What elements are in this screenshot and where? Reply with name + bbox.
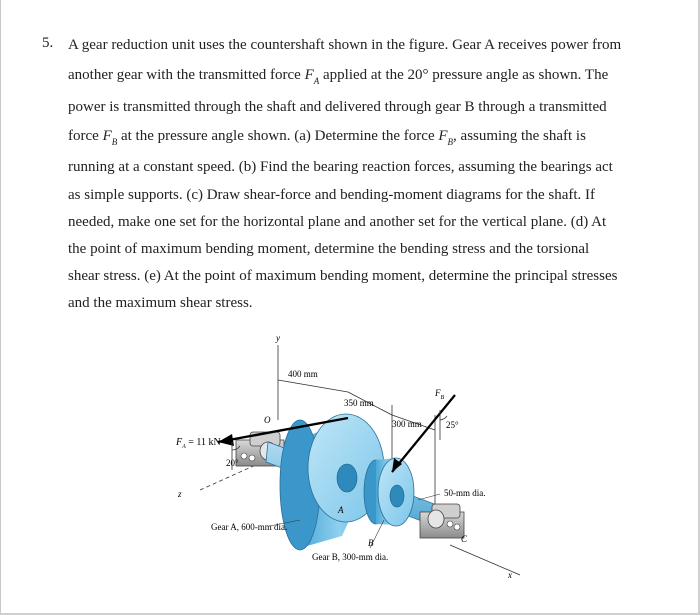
gear-b (364, 458, 414, 526)
point-b-label: B (368, 538, 374, 548)
problem-line-8: the point of maximum bending moment, determine the bending stress and the torsional (68, 241, 590, 257)
problem-line-5: running at a constant speed. (b) Find the bearing reaction forces, assuming the bearings act (68, 159, 613, 175)
dimension-line-400 (278, 380, 348, 392)
angle-20-label: 20° (226, 458, 239, 468)
dimension-300-label: 300 mm (392, 419, 422, 429)
leader-shaft (418, 494, 440, 500)
problem-line-2: another gear with the transmitted force $F_A$ applied at the 20° pressure angle as shown. The (68, 67, 609, 86)
problem-line-1: A gear reduction unit uses the countershaft shown in the figure. Gear A receives power from (68, 37, 622, 53)
force-a-label: $F_A = 11$ kN (176, 437, 221, 450)
force-subscript: B (447, 137, 454, 147)
z-axis-label: z (178, 489, 182, 499)
problem-line-7: needed, make one set for the horizontal plane and another set for the vertical plane. (d) At (68, 214, 607, 230)
point-c-label: C (461, 534, 468, 544)
force-symbol: F (102, 128, 112, 144)
point-o-label: O (264, 415, 271, 425)
problem-line-6: as simple supports. (c) Draw shear-force and bending-moment diagrams for the shaft. If (68, 187, 596, 203)
y-axis-label: y (276, 333, 280, 343)
force-subscript: A (313, 76, 320, 86)
point-a-label: A (338, 505, 344, 515)
problem-line-3: power is transmitted through the shaft and delivered through gear B through a transmitted (68, 99, 607, 115)
force-subscript: B (111, 137, 118, 147)
problem-line-10: and the maximum shear stress. (68, 295, 253, 311)
force-b-label: $F_B$ (435, 388, 445, 401)
force-symbol: F (304, 67, 314, 83)
dimension-400-label: 400 mm (288, 369, 318, 379)
force-symbol: F (438, 128, 448, 144)
x-axis-label: x (508, 570, 512, 580)
gear-b-label: Gear B, 300-mm dia. (312, 552, 389, 562)
shaft-diameter-label: 50-mm dia. (444, 488, 486, 498)
problem-line-4: force $F_B$ at the pressure angle shown. (a) Determine the force $F_B$, assuming the shaft is (68, 128, 586, 147)
gear-a-label: Gear A, 600-mm dia. (211, 522, 288, 532)
dimension-350-label: 350 mm (344, 398, 374, 408)
force-b-line (392, 395, 455, 472)
angle-25-label: 25° (446, 420, 459, 430)
problem-line-9: shear stress. (e) At the point of maximum bending moment, determine the principal stresses (68, 268, 618, 284)
problem-number: 5. (42, 35, 54, 51)
